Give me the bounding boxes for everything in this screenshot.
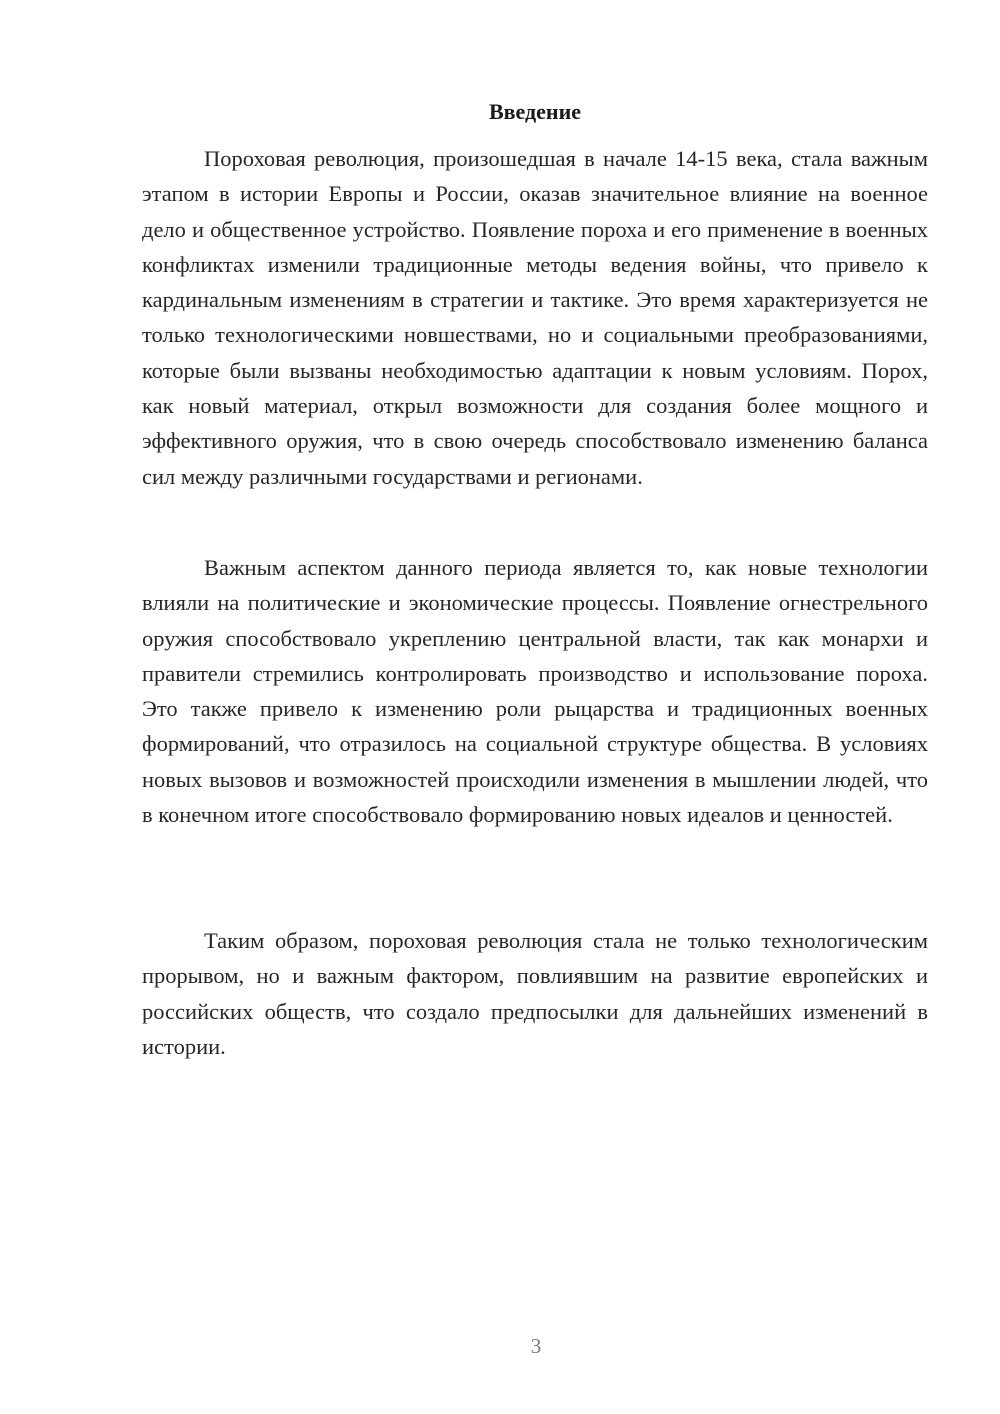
- paragraph-1: Пороховая революция, произошедшая в начале 14-15 века, стала важным этапом в истории Европы и России, оказав значительное влияние на военное дело и общественное устройство. Появление пороха и его применение в военных конфликтах изменили традиционные методы ведения войны, что привело к кардинальным изменениям в стратегии и тактике. Это время характеризуется не только технологическими новшествами, но и социальными преобразованиями, которые были вызваны необходимостью адаптации к новым условиям. Порох, как новый материал, открыл возможности для создания более мощного и эффективного оружия, что в свою очередь способствовало изменению баланса сил между различными государствами и регионами.: [142, 146, 928, 489]
- paragraph-2: Важным аспектом данного периода является то, как новые технологии влияли на политические и экономические процессы. Появление огнестрельного оружия способствовало укреплению центральной власти, так как монархи и правители стремились контролировать производство и использование пороха. Это также привело к изменению роли рыцарства и традиционных военных формирований, что отразилось на социальной структуре общества. В условиях новых вызовов и возможностей происходили изменения в мышлении людей, что в конечном итоге способствовало формированию новых идеалов и ценностей.: [142, 555, 928, 828]
- page-number: 3: [530, 1334, 542, 1358]
- paragraph-3: Таким образом, пороховая революция стала не только технологическим прорывом, но и важным фактором, повлиявшим на развитие европейских и российских обществ, что создало предпосылки для дальнейших изменений в истории.: [142, 928, 928, 1059]
- page-title: Введение: [488, 99, 582, 124]
